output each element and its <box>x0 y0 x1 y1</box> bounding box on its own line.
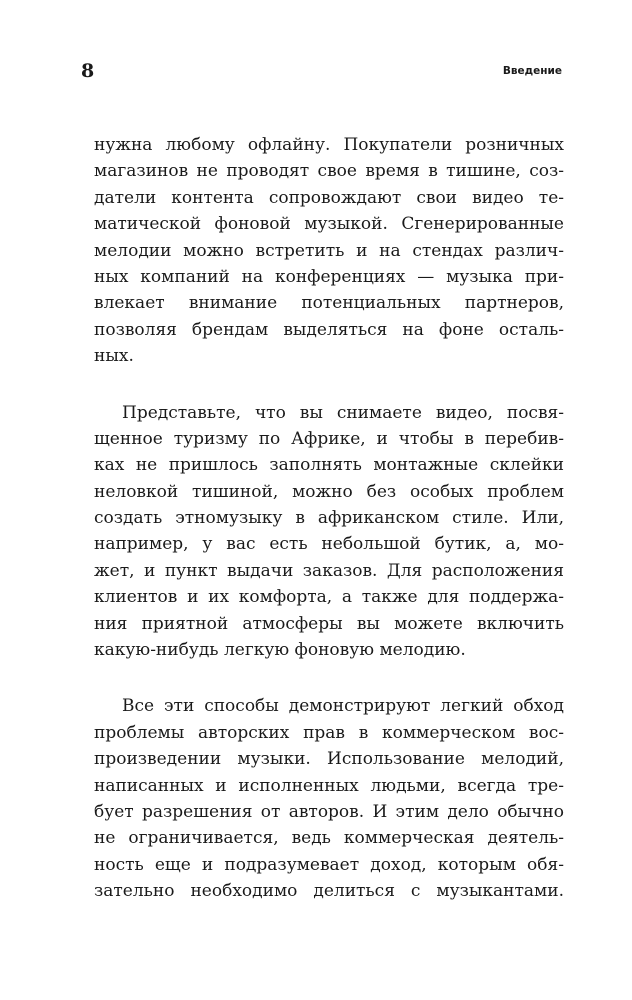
page-number: 8 <box>81 60 95 82</box>
text-line: влекает внимание потенциальных партнеров, <box>94 293 564 314</box>
text-line: зательно необходимо делиться с музыкантами. <box>94 881 564 902</box>
text-line: неловкой тишиной, можно без особых проблем <box>94 481 564 502</box>
text-line: датели контента сопровождают свои видео те- <box>94 187 564 208</box>
paragraph-2 <box>94 400 564 664</box>
text-line: например, у вас есть небольшой бутик, а, мо- <box>94 534 564 555</box>
text-line: произведении музыки. Использование мелодий, <box>94 749 564 770</box>
text-line: жет, и пункт выдачи заказов. Для расположения <box>94 560 564 581</box>
text-line: магазинов не проводят свое время в тишине, соз- <box>94 161 564 182</box>
text-line: матической фоновой музыкой. Сгенерированные <box>94 214 564 235</box>
text-line: не ограничивается, ведь коммерческая деятель- <box>94 828 564 849</box>
running-head: Введение <box>502 65 562 77</box>
text-line: ния приятной атмосферы вы можете включить <box>94 613 564 634</box>
body-text <box>94 132 564 905</box>
text-line: ность еще и подразумевает доход, которым обя- <box>94 854 564 875</box>
text-line: проблемы авторских прав в коммерческом вос- <box>94 722 564 743</box>
text-line: Представьте, что вы снимаете видео, посвя- <box>122 402 564 423</box>
page-header <box>0 0 632 100</box>
text-line: клиентов и их комфорта, а также для поддержа- <box>94 587 564 608</box>
text-line: ных компаний на конференциях — музыка при- <box>94 266 564 287</box>
text-line: создать этномузыку в африканском стиле. Или, <box>94 508 564 529</box>
text-line: позволяя брендам выделяться на фоне осталь- <box>94 319 564 340</box>
text-line: мелодии можно встретить и на стендах различ- <box>94 240 564 261</box>
text-line: написанных и исполненных людьми, всегда тре- <box>94 775 564 796</box>
text-line: ках не пришлось заполнять монтажные склейки <box>94 455 564 476</box>
text-line: бует разрешения от авторов. И этим дело обычно <box>94 801 564 822</box>
text-line: какую-нибудь легкую фоновую мелодию. <box>94 640 466 661</box>
paragraph-3 <box>94 693 564 904</box>
text-line: Все эти способы демонстрируют легкий обход <box>122 696 564 717</box>
text-line: щенное туризму по Африке, и чтобы в перебив- <box>94 428 564 449</box>
paragraph-1 <box>94 132 564 370</box>
text-line: нужна любому офлайну. Покупатели розничных <box>94 135 564 155</box>
text-line: ных. <box>94 346 134 367</box>
